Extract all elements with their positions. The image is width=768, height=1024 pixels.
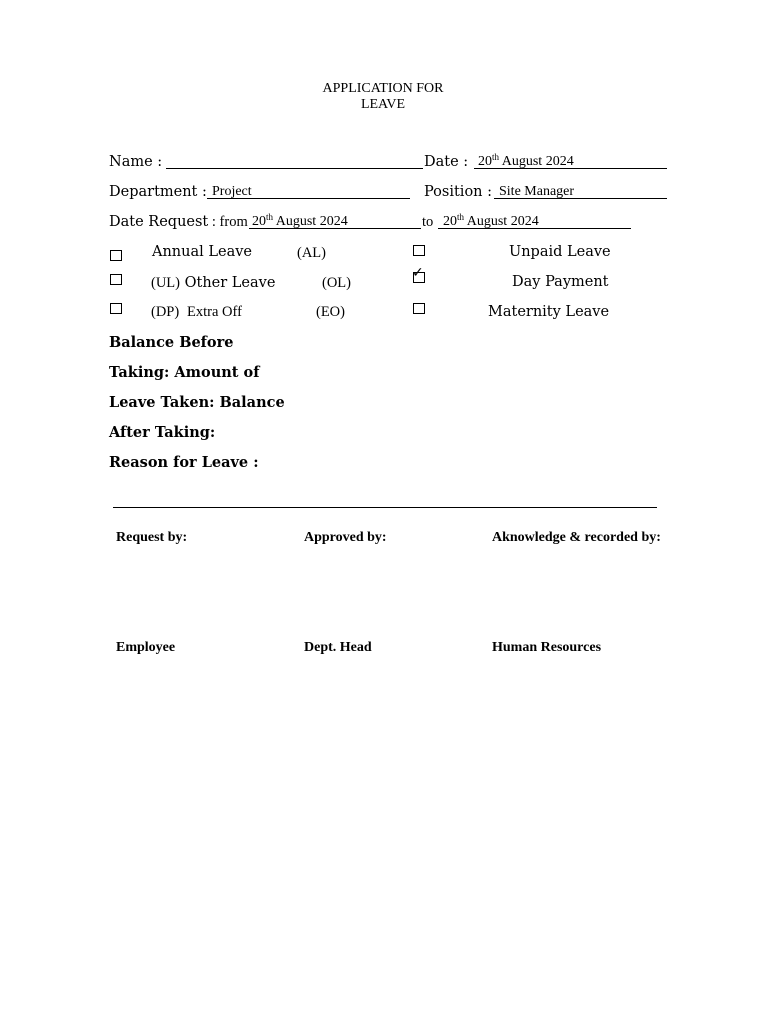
- date-field[interactable]: [474, 153, 667, 169]
- annual-leave-checkbox[interactable]: [110, 250, 122, 261]
- check-icon: ✓: [412, 265, 424, 281]
- acknowledge-label: Aknowledge & recorded by:: [492, 530, 661, 545]
- hr-label: Human Resources: [492, 640, 602, 655]
- unpaid-leave-label: Unpaid Leave: [509, 244, 611, 260]
- maternity-leave-label: Maternity Leave: [488, 304, 610, 320]
- date-value: 20th August 2024: [478, 152, 574, 169]
- reason-field[interactable]: [113, 507, 657, 508]
- day-payment-label: Day Payment: [512, 274, 609, 290]
- to-label: to: [422, 214, 434, 230]
- title-line-2: LEAVE: [360, 97, 406, 112]
- request-by-label: Request by:: [116, 530, 188, 545]
- other-leave-code: (OL): [322, 275, 351, 291]
- from-date-value: 20th August 2024: [252, 212, 348, 229]
- extra-off-label: Extra Off: [187, 304, 242, 320]
- other-leave-checkbox[interactable]: [110, 274, 122, 285]
- from-date-field[interactable]: [249, 213, 421, 229]
- department-field[interactable]: [207, 183, 410, 199]
- extra-off-code: (EO): [316, 304, 345, 320]
- position-value: Site Manager: [499, 184, 575, 199]
- position-field[interactable]: [494, 183, 667, 199]
- position-label: Position :: [424, 184, 493, 200]
- balance-line-4: After Taking:: [109, 424, 216, 441]
- unpaid-leave-checkbox[interactable]: [413, 245, 425, 256]
- to-date-value: 20th August 2024: [443, 212, 539, 229]
- extra-off-checkbox[interactable]: [110, 303, 122, 314]
- department-label: Department :: [109, 184, 207, 200]
- date-request-label: Date Request : from: [109, 214, 248, 230]
- dept-head-label: Dept. Head: [304, 640, 372, 655]
- maternity-leave-checkbox[interactable]: [413, 303, 425, 314]
- annual-leave-label: Annual Leave: [152, 244, 253, 260]
- to-date-field[interactable]: [438, 213, 631, 229]
- reason-label: Reason for Leave :: [109, 454, 259, 471]
- other-leave-label: (UL) Other Leave: [151, 275, 276, 291]
- approved-by-label: Approved by:: [304, 530, 387, 545]
- balance-line-2: Taking: Amount of: [109, 364, 260, 381]
- title-line-1: APPLICATION FOR: [322, 81, 444, 96]
- extra-off-prefix: (DP): [151, 304, 180, 320]
- balance-line-1: Balance Before: [109, 334, 234, 351]
- name-field[interactable]: [166, 168, 423, 169]
- department-value: Project: [212, 184, 252, 199]
- date-label: Date :: [424, 154, 469, 170]
- name-label: Name :: [109, 154, 163, 170]
- balance-line-3: Leave Taken: Balance: [109, 394, 285, 411]
- employee-label: Employee: [116, 640, 176, 655]
- annual-leave-code: (AL): [297, 245, 326, 261]
- form-title: [233, 81, 533, 113]
